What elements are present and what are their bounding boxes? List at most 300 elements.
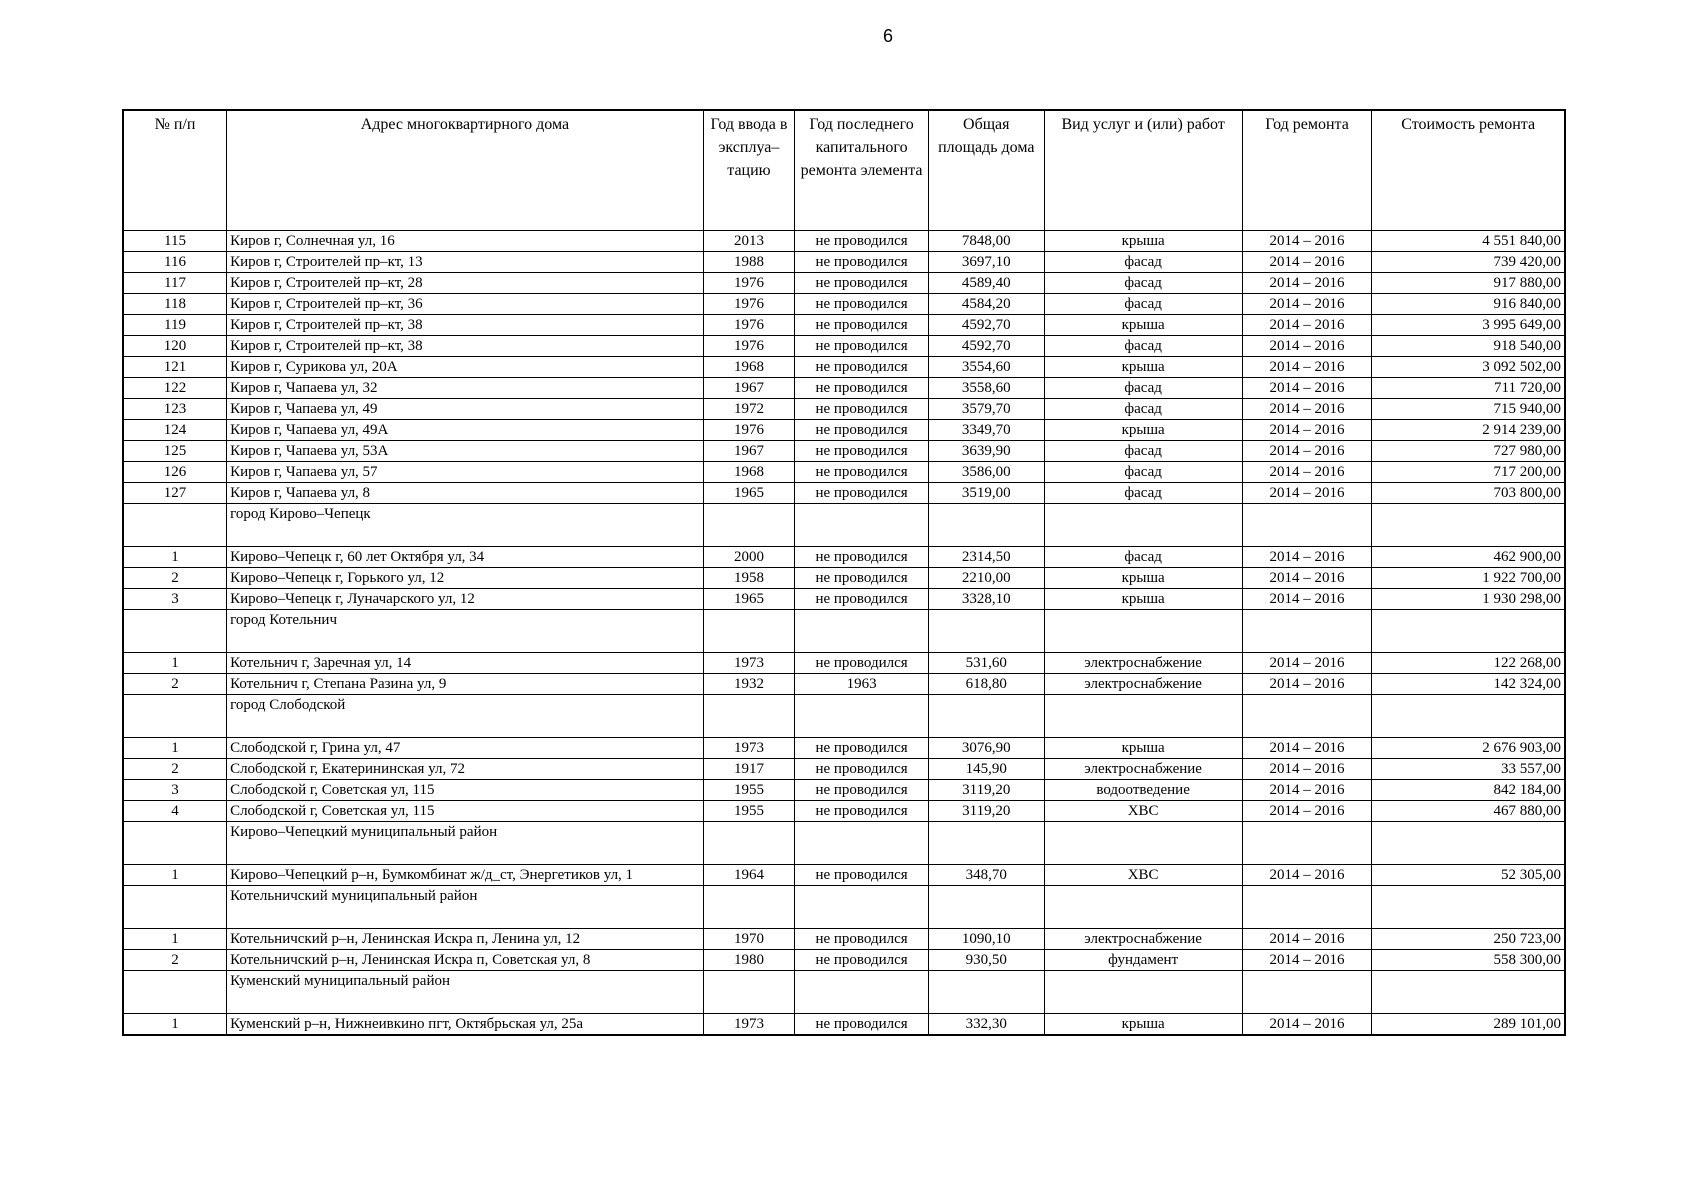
cell-cost: 918 540,00: [1372, 336, 1565, 357]
cell-work-type: электроснабжение: [1044, 674, 1242, 695]
cell-year-built: 1973: [703, 1014, 795, 1036]
cell-work-type: крыша: [1044, 231, 1242, 252]
table-body: [123, 231, 1565, 1036]
empty-cell: [703, 610, 795, 653]
cell-work-type: крыша: [1044, 315, 1242, 336]
cell-last-repair: не проводился: [795, 336, 929, 357]
cell-work-type: фасад: [1044, 441, 1242, 462]
empty-cell: [1242, 822, 1372, 865]
cell-address: Киров г, Сурикова ул, 20А: [227, 357, 704, 378]
cell-work-type: фасад: [1044, 294, 1242, 315]
header-year-built: Год ввода в эксплуа–тацию: [703, 110, 795, 231]
cell-address: Киров г, Чапаева ул, 53А: [227, 441, 704, 462]
cell-work-type: крыша: [1044, 568, 1242, 589]
cell-number: 118: [123, 294, 227, 315]
cell-last-repair: не проводился: [795, 231, 929, 252]
cell-work-type: фасад: [1044, 378, 1242, 399]
cell-repair-year: 2014 – 2016: [1242, 547, 1372, 568]
table-row: [123, 357, 1565, 378]
table-row: [123, 441, 1565, 462]
cell-address: Киров г, Чапаева ул, 32: [227, 378, 704, 399]
cell-last-repair: не проводился: [795, 462, 929, 483]
cell-cost: 711 720,00: [1372, 378, 1565, 399]
cell-work-type: водоотведение: [1044, 780, 1242, 801]
cell-cost: 142 324,00: [1372, 674, 1565, 695]
cell-number: 123: [123, 399, 227, 420]
cell-work-type: электроснабжение: [1044, 759, 1242, 780]
cell-number: 2: [123, 568, 227, 589]
empty-cell: [795, 504, 929, 547]
cell-area: 2210,00: [928, 568, 1044, 589]
cell-last-repair: не проводился: [795, 273, 929, 294]
cell-year-built: 1958: [703, 568, 795, 589]
cell-repair-year: 2014 – 2016: [1242, 780, 1372, 801]
section-row: [123, 610, 1565, 653]
cell-address: Киров г, Строителей пр–кт, 36: [227, 294, 704, 315]
empty-cell: [1044, 971, 1242, 1014]
cell-address: Киров г, Чапаева ул, 49А: [227, 420, 704, 441]
cell-number: 120: [123, 336, 227, 357]
cell-area: 3349,70: [928, 420, 1044, 441]
cell-year-built: 1976: [703, 420, 795, 441]
repair-register-table: [122, 109, 1566, 1036]
cell-cost: 842 184,00: [1372, 780, 1565, 801]
cell-work-type: фундамент: [1044, 950, 1242, 971]
empty-cell: [928, 610, 1044, 653]
cell-year-built: 1976: [703, 336, 795, 357]
empty-cell: [123, 504, 227, 547]
cell-work-type: электроснабжение: [1044, 929, 1242, 950]
empty-cell: [1044, 610, 1242, 653]
cell-address: Котельнич г, Заречная ул, 14: [227, 653, 704, 674]
empty-cell: [1372, 695, 1565, 738]
section-row: [123, 971, 1565, 1014]
cell-address: Кирово–Чепецк г, Луначарского ул, 12: [227, 589, 704, 610]
cell-number: 1: [123, 929, 227, 950]
cell-area: 531,60: [928, 653, 1044, 674]
cell-address: Слободской г, Грина ул, 47: [227, 738, 704, 759]
cell-number: 4: [123, 801, 227, 822]
cell-year-built: 1917: [703, 759, 795, 780]
cell-cost: 739 420,00: [1372, 252, 1565, 273]
cell-number: 126: [123, 462, 227, 483]
cell-repair-year: 2014 – 2016: [1242, 231, 1372, 252]
empty-cell: [795, 610, 929, 653]
cell-year-built: 1988: [703, 252, 795, 273]
cell-number: 119: [123, 315, 227, 336]
empty-cell: [928, 822, 1044, 865]
table-row: [123, 950, 1565, 971]
cell-year-built: 1967: [703, 441, 795, 462]
cell-area: 3558,60: [928, 378, 1044, 399]
cell-year-built: 1965: [703, 589, 795, 610]
cell-number: 121: [123, 357, 227, 378]
cell-number: 127: [123, 483, 227, 504]
cell-number: 125: [123, 441, 227, 462]
cell-repair-year: 2014 – 2016: [1242, 929, 1372, 950]
empty-cell: [1242, 971, 1372, 1014]
empty-cell: [1044, 695, 1242, 738]
cell-address: Куменский р–н, Нижнеивкино пгт, Октябрьская ул, 25а: [227, 1014, 704, 1036]
section-title: Котельничский муниципальный район: [227, 886, 704, 929]
cell-repair-year: 2014 – 2016: [1242, 801, 1372, 822]
empty-cell: [795, 886, 929, 929]
cell-work-type: фасад: [1044, 252, 1242, 273]
cell-cost: 715 940,00: [1372, 399, 1565, 420]
cell-area: 2314,50: [928, 547, 1044, 568]
cell-last-repair: не проводился: [795, 801, 929, 822]
cell-repair-year: 2014 – 2016: [1242, 1014, 1372, 1036]
cell-last-repair: не проводился: [795, 420, 929, 441]
section-title: Куменский муниципальный район: [227, 971, 704, 1014]
cell-area: 332,30: [928, 1014, 1044, 1036]
table-row: [123, 273, 1565, 294]
table-row: [123, 801, 1565, 822]
section-title: Кирово–Чепецкий муниципальный район: [227, 822, 704, 865]
cell-repair-year: 2014 – 2016: [1242, 759, 1372, 780]
cell-area: 3579,70: [928, 399, 1044, 420]
table-row: [123, 568, 1565, 589]
cell-area: 4584,20: [928, 294, 1044, 315]
cell-area: 3119,20: [928, 780, 1044, 801]
cell-work-type: фасад: [1044, 547, 1242, 568]
cell-year-built: 1932: [703, 674, 795, 695]
cell-last-repair: не проводился: [795, 759, 929, 780]
cell-number: 1: [123, 653, 227, 674]
section-row: [123, 695, 1565, 738]
cell-year-built: 2013: [703, 231, 795, 252]
table-header-row: [123, 110, 1565, 231]
cell-area: 618,80: [928, 674, 1044, 695]
cell-cost: 3 995 649,00: [1372, 315, 1565, 336]
cell-area: 4592,70: [928, 315, 1044, 336]
cell-cost: 1 930 298,00: [1372, 589, 1565, 610]
cell-cost: 3 092 502,00: [1372, 357, 1565, 378]
cell-repair-year: 2014 – 2016: [1242, 441, 1372, 462]
cell-cost: 916 840,00: [1372, 294, 1565, 315]
cell-address: Слободской г, Советская ул, 115: [227, 780, 704, 801]
cell-address: Киров г, Чапаева ул, 57: [227, 462, 704, 483]
cell-year-built: 1965: [703, 483, 795, 504]
cell-cost: 703 800,00: [1372, 483, 1565, 504]
empty-cell: [703, 695, 795, 738]
cell-repair-year: 2014 – 2016: [1242, 589, 1372, 610]
table-row: [123, 315, 1565, 336]
header-address: Адрес многоквартирного дома: [227, 110, 704, 231]
empty-cell: [1044, 504, 1242, 547]
cell-last-repair: не проводился: [795, 865, 929, 886]
cell-last-repair: не проводился: [795, 399, 929, 420]
table-row: [123, 231, 1565, 252]
cell-work-type: крыша: [1044, 420, 1242, 441]
cell-address: Котельничский р–н, Ленинская Искра п, Ленина ул, 12: [227, 929, 704, 950]
cell-work-type: электроснабжение: [1044, 653, 1242, 674]
cell-address: Кирово–Чепецкий р–н, Бумкомбинат ж/д_ст, Энергетиков ул, 1: [227, 865, 704, 886]
header-repair-year: Год ремонта: [1242, 110, 1372, 231]
cell-repair-year: 2014 – 2016: [1242, 336, 1372, 357]
header-cost: Стоимость ремонта: [1372, 110, 1565, 231]
empty-cell: [1242, 886, 1372, 929]
cell-number: 117: [123, 273, 227, 294]
cell-repair-year: 2014 – 2016: [1242, 568, 1372, 589]
cell-year-built: 1976: [703, 294, 795, 315]
cell-address: Кирово–Чепецк г, 60 лет Октября ул, 34: [227, 547, 704, 568]
cell-repair-year: 2014 – 2016: [1242, 420, 1372, 441]
cell-address: Кирово–Чепецк г, Горького ул, 12: [227, 568, 704, 589]
cell-repair-year: 2014 – 2016: [1242, 865, 1372, 886]
cell-cost: 33 557,00: [1372, 759, 1565, 780]
cell-year-built: 1972: [703, 399, 795, 420]
section-title: город Кирово–Чепецк: [227, 504, 704, 547]
cell-repair-year: 2014 – 2016: [1242, 273, 1372, 294]
cell-year-built: 1964: [703, 865, 795, 886]
cell-repair-year: 2014 – 2016: [1242, 674, 1372, 695]
cell-number: 116: [123, 252, 227, 273]
cell-repair-year: 2014 – 2016: [1242, 315, 1372, 336]
cell-work-type: ХВС: [1044, 865, 1242, 886]
cell-area: 4592,70: [928, 336, 1044, 357]
cell-area: 3519,00: [928, 483, 1044, 504]
cell-last-repair: не проводился: [795, 441, 929, 462]
header-work-type: Вид услуг и (или) работ: [1044, 110, 1242, 231]
cell-last-repair: не проводился: [795, 568, 929, 589]
cell-address: Котельничский р–н, Ленинская Искра п, Советская ул, 8: [227, 950, 704, 971]
cell-number: 122: [123, 378, 227, 399]
cell-number: 3: [123, 780, 227, 801]
cell-cost: 558 300,00: [1372, 950, 1565, 971]
cell-year-built: 1976: [703, 273, 795, 294]
cell-last-repair: не проводился: [795, 315, 929, 336]
empty-cell: [123, 971, 227, 1014]
empty-cell: [703, 971, 795, 1014]
cell-work-type: крыша: [1044, 1014, 1242, 1036]
cell-cost: 122 268,00: [1372, 653, 1565, 674]
cell-number: 3: [123, 589, 227, 610]
cell-area: 3119,20: [928, 801, 1044, 822]
cell-area: 3554,60: [928, 357, 1044, 378]
empty-cell: [123, 886, 227, 929]
cell-cost: 4 551 840,00: [1372, 231, 1565, 252]
cell-area: 3639,90: [928, 441, 1044, 462]
cell-last-repair: не проводился: [795, 294, 929, 315]
table-row: [123, 252, 1565, 273]
cell-year-built: 1973: [703, 738, 795, 759]
cell-address: Киров г, Строителей пр–кт, 28: [227, 273, 704, 294]
cell-address: Киров г, Строителей пр–кт, 13: [227, 252, 704, 273]
cell-area: 930,50: [928, 950, 1044, 971]
page-number: 6: [882, 26, 893, 46]
cell-number: 2: [123, 950, 227, 971]
cell-repair-year: 2014 – 2016: [1242, 738, 1372, 759]
cell-number: 1: [123, 547, 227, 568]
empty-cell: [795, 971, 929, 1014]
cell-area: 3697,10: [928, 252, 1044, 273]
empty-cell: [1044, 822, 1242, 865]
cell-year-built: 2000: [703, 547, 795, 568]
cell-last-repair: не проводился: [795, 589, 929, 610]
cell-area: 3328,10: [928, 589, 1044, 610]
cell-work-type: ХВС: [1044, 801, 1242, 822]
section-title: город Котельнич: [227, 610, 704, 653]
cell-area: 145,90: [928, 759, 1044, 780]
cell-repair-year: 2014 – 2016: [1242, 483, 1372, 504]
cell-year-built: 1980: [703, 950, 795, 971]
cell-last-repair: не проводился: [795, 378, 929, 399]
empty-cell: [1242, 504, 1372, 547]
cell-repair-year: 2014 – 2016: [1242, 399, 1372, 420]
cell-last-repair: не проводился: [795, 738, 929, 759]
empty-cell: [795, 695, 929, 738]
table-row: [123, 399, 1565, 420]
cell-repair-year: 2014 – 2016: [1242, 378, 1372, 399]
cell-last-repair: не проводился: [795, 547, 929, 568]
cell-number: 1: [123, 738, 227, 759]
cell-work-type: фасад: [1044, 336, 1242, 357]
cell-cost: 2 914 239,00: [1372, 420, 1565, 441]
cell-work-type: фасад: [1044, 462, 1242, 483]
empty-cell: [1044, 886, 1242, 929]
cell-work-type: крыша: [1044, 738, 1242, 759]
cell-year-built: 1973: [703, 653, 795, 674]
empty-cell: [795, 822, 929, 865]
cell-cost: 2 676 903,00: [1372, 738, 1565, 759]
empty-cell: [1242, 695, 1372, 738]
cell-last-repair: не проводился: [795, 950, 929, 971]
table-row: [123, 929, 1565, 950]
table-row: [123, 483, 1565, 504]
table-row: [123, 653, 1565, 674]
cell-year-built: 1968: [703, 462, 795, 483]
cell-cost: 717 200,00: [1372, 462, 1565, 483]
cell-number: 115: [123, 231, 227, 252]
empty-cell: [1372, 886, 1565, 929]
cell-number: 1: [123, 865, 227, 886]
cell-year-built: 1968: [703, 357, 795, 378]
cell-work-type: фасад: [1044, 399, 1242, 420]
cell-last-repair: не проводился: [795, 483, 929, 504]
cell-repair-year: 2014 – 2016: [1242, 357, 1372, 378]
cell-repair-year: 2014 – 2016: [1242, 950, 1372, 971]
table-row: [123, 1014, 1565, 1036]
table-row: [123, 420, 1565, 441]
table-row: [123, 462, 1565, 483]
empty-cell: [703, 822, 795, 865]
cell-cost: 1 922 700,00: [1372, 568, 1565, 589]
cell-area: 1090,10: [928, 929, 1044, 950]
cell-last-repair: не проводился: [795, 252, 929, 273]
cell-work-type: крыша: [1044, 589, 1242, 610]
empty-cell: [1372, 610, 1565, 653]
empty-cell: [703, 504, 795, 547]
section-title: город Слободской: [227, 695, 704, 738]
cell-work-type: фасад: [1044, 483, 1242, 504]
cell-area: 3586,00: [928, 462, 1044, 483]
cell-area: 7848,00: [928, 231, 1044, 252]
table-row: [123, 865, 1565, 886]
cell-work-type: крыша: [1044, 357, 1242, 378]
cell-cost: 462 900,00: [1372, 547, 1565, 568]
empty-cell: [928, 504, 1044, 547]
cell-address: Слободской г, Екатерининская ул, 72: [227, 759, 704, 780]
cell-year-built: 1970: [703, 929, 795, 950]
table-row: [123, 336, 1565, 357]
empty-cell: [1372, 822, 1565, 865]
cell-year-built: 1976: [703, 315, 795, 336]
empty-cell: [703, 886, 795, 929]
table-row: [123, 294, 1565, 315]
section-row: [123, 504, 1565, 547]
cell-address: Киров г, Чапаева ул, 8: [227, 483, 704, 504]
table-row: [123, 738, 1565, 759]
cell-cost: 467 880,00: [1372, 801, 1565, 822]
cell-number: 1: [123, 1014, 227, 1036]
empty-cell: [928, 886, 1044, 929]
section-row: [123, 886, 1565, 929]
cell-cost: 917 880,00: [1372, 273, 1565, 294]
cell-year-built: 1967: [703, 378, 795, 399]
table-row: [123, 589, 1565, 610]
cell-number: 2: [123, 759, 227, 780]
cell-cost: 289 101,00: [1372, 1014, 1565, 1036]
cell-last-repair: не проводился: [795, 780, 929, 801]
cell-repair-year: 2014 – 2016: [1242, 252, 1372, 273]
cell-last-repair: не проводился: [795, 653, 929, 674]
cell-year-built: 1955: [703, 780, 795, 801]
cell-number: 2: [123, 674, 227, 695]
empty-cell: [1372, 504, 1565, 547]
cell-repair-year: 2014 – 2016: [1242, 294, 1372, 315]
cell-cost: 52 305,00: [1372, 865, 1565, 886]
cell-area: 348,70: [928, 865, 1044, 886]
table-row: [123, 759, 1565, 780]
table-row: [123, 378, 1565, 399]
header-area: Общая площадь дома: [928, 110, 1044, 231]
cell-last-repair: не проводился: [795, 929, 929, 950]
table-row: [123, 547, 1565, 568]
empty-cell: [1372, 971, 1565, 1014]
cell-repair-year: 2014 – 2016: [1242, 462, 1372, 483]
cell-last-repair: 1963: [795, 674, 929, 695]
table-row: [123, 674, 1565, 695]
empty-cell: [928, 971, 1044, 1014]
cell-address: Киров г, Солнечная ул, 16: [227, 231, 704, 252]
empty-cell: [123, 822, 227, 865]
cell-address: Киров г, Строителей пр–кт, 38: [227, 336, 704, 357]
cell-year-built: 1955: [703, 801, 795, 822]
empty-cell: [1242, 610, 1372, 653]
cell-repair-year: 2014 – 2016: [1242, 653, 1372, 674]
cell-cost: 727 980,00: [1372, 441, 1565, 462]
cell-address: Киров г, Чапаева ул, 49: [227, 399, 704, 420]
table-row: [123, 780, 1565, 801]
cell-address: Киров г, Строителей пр–кт, 38: [227, 315, 704, 336]
empty-cell: [123, 695, 227, 738]
cell-number: 124: [123, 420, 227, 441]
cell-area: 4589,40: [928, 273, 1044, 294]
cell-last-repair: не проводился: [795, 357, 929, 378]
section-row: [123, 822, 1565, 865]
empty-cell: [928, 695, 1044, 738]
cell-address: Котельнич г, Степана Разина ул, 9: [227, 674, 704, 695]
cell-area: 3076,90: [928, 738, 1044, 759]
cell-last-repair: не проводился: [795, 1014, 929, 1036]
cell-work-type: фасад: [1044, 273, 1242, 294]
empty-cell: [123, 610, 227, 653]
cell-address: Слободской г, Советская ул, 115: [227, 801, 704, 822]
header-number: № п/п: [123, 110, 227, 231]
header-last-repair: Год последнего капитального ремонта элемента: [795, 110, 929, 231]
cell-cost: 250 723,00: [1372, 929, 1565, 950]
